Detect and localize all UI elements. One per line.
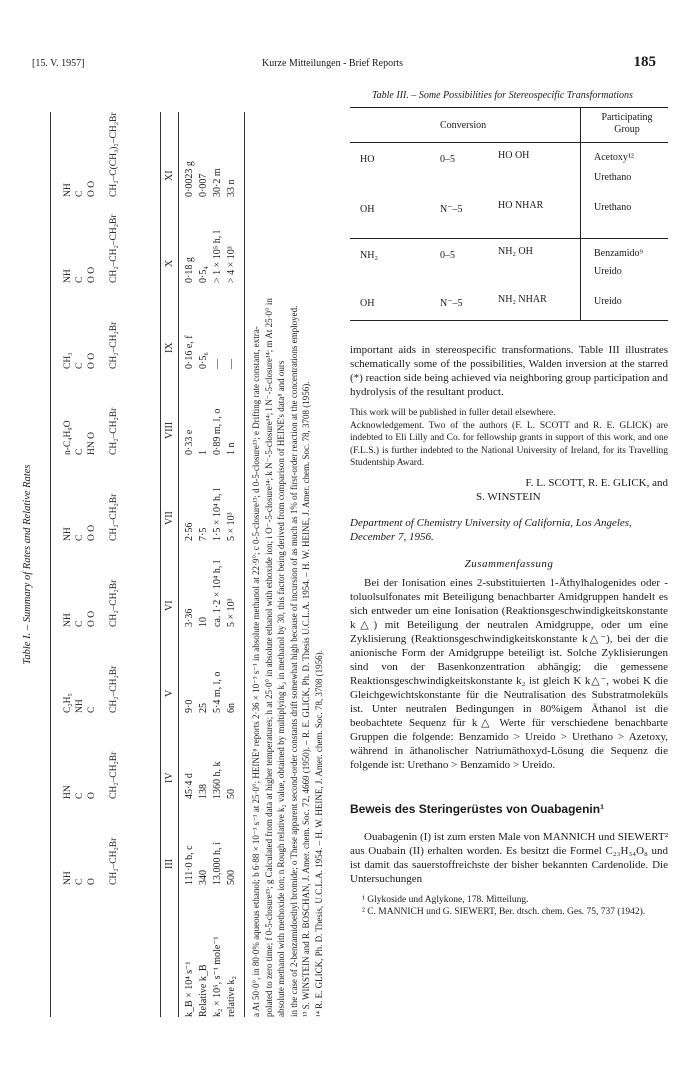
column-number-V: V bbox=[164, 689, 175, 697]
structure-IX bbox=[62, 322, 120, 369]
structure-line: C₂H₅ bbox=[63, 693, 73, 713]
structure-VIII bbox=[62, 408, 120, 455]
table3-group: Ureido bbox=[594, 266, 622, 277]
table1-cell: — bbox=[226, 359, 237, 369]
structure-X bbox=[62, 214, 120, 283]
structure-line: C bbox=[87, 706, 97, 713]
structure-line: CH₂–CH₂Br bbox=[109, 837, 119, 885]
table1-cell: 0·5₆ bbox=[198, 352, 209, 369]
row-label: Relative k_B bbox=[198, 964, 209, 1017]
table3-product: NH₂ NHAR bbox=[498, 294, 547, 305]
table1-cell: 2·56 bbox=[184, 522, 195, 541]
row-label: k₂ × 10⁵, s⁻¹ mole⁻¹ bbox=[212, 936, 223, 1017]
table1-cell: 500 bbox=[226, 870, 237, 885]
table1-cell: 0·007 bbox=[198, 173, 209, 197]
table3-header-conversion: Conversion bbox=[440, 120, 487, 131]
structure-line: CH₂–CH₂Br bbox=[109, 321, 119, 369]
row-label: relative k₂ bbox=[226, 976, 237, 1017]
footnote-1: ¹ Glykoside und Aglykone, 178. Mitteilung. bbox=[362, 894, 529, 905]
structure-line: C bbox=[75, 620, 85, 627]
structure-line: O bbox=[87, 792, 97, 799]
structure-line: C bbox=[75, 534, 85, 541]
article-heading: Beweis des Steringerüstes von Ouabagenin¹ bbox=[350, 801, 605, 816]
table1-footnote: ¹³ S. WINSTEIN and R. BOSCHAN, J. Amer. chem. Soc. 72, 4669 (1950). – R. E. GLICK, Ph. D. Thesis U.C.L.A. 1954. – H. W. HEINE, J. Amer. chem. Soc. 78, 3708 (1956). bbox=[301, 381, 311, 1017]
structure-line: NH bbox=[63, 613, 73, 627]
body-paragraph-1: important aids in stereospecific transformations. Table III illustrates schematically some of the possibilities, Walden inversion at the starred (*) reaction side being achieved via neighboring group participation and hydrolysis of the resultant product. bbox=[350, 344, 668, 398]
table1-bottom-rule bbox=[244, 112, 245, 1017]
footnote-2: ² C. MANNICH und G. SIEWERT, Ber. dtsch. chem. Ges. 75, 737 (1942). bbox=[362, 907, 646, 917]
table1-cell: 1 bbox=[198, 450, 209, 455]
zusammenfassung-heading: Zusammenfassung bbox=[464, 557, 554, 570]
table3-product: NH₂ OH bbox=[498, 246, 533, 257]
column-number-XI: XI bbox=[164, 170, 175, 181]
structure-line: CH₂–CH₂Br bbox=[109, 493, 119, 541]
table1-cell: 3·36 bbox=[184, 608, 195, 627]
structure-line: C bbox=[75, 276, 85, 283]
structure-line: CH₂–CH₂–CH₂Br bbox=[109, 214, 119, 283]
table1-cell: 1·5 × 10⁴ h, l bbox=[212, 488, 223, 541]
table1-rotated bbox=[18, 72, 340, 1057]
structure-line: C bbox=[75, 448, 85, 455]
structure-line: NH bbox=[63, 183, 73, 197]
column-number-III: III bbox=[164, 859, 175, 869]
table1-cell: 0·16 e, f bbox=[184, 335, 195, 369]
structure-XI bbox=[62, 112, 120, 197]
table1-cell: 13,000 h, i bbox=[212, 842, 223, 885]
table1-cell: 7·5 bbox=[198, 527, 209, 541]
structure-line: CH₂–CH₂Br bbox=[109, 751, 119, 799]
column-number-IX: IX bbox=[164, 342, 175, 353]
structure-VII bbox=[62, 494, 120, 541]
table3-mid-rule bbox=[350, 238, 668, 239]
table1-footnote: in the case of 2-benzamidoethyl bromide; o These apparent second-order constants drift somewhat high because of incursion of as much as 1% of first-order reaction at the concentrations employed. bbox=[288, 305, 299, 1017]
authors-line-2: S. WINSTEIN bbox=[476, 490, 541, 503]
structure-line: HN bbox=[63, 785, 73, 799]
table1-cell: 10 bbox=[198, 617, 209, 627]
table1-cell: 45·4 d bbox=[184, 773, 195, 799]
table3-group: Ureido bbox=[594, 296, 622, 307]
table1-cell: 33 n bbox=[226, 179, 237, 197]
table1-cell: — bbox=[212, 359, 223, 369]
table1-cell: 30·2 m bbox=[212, 168, 223, 197]
structure-line: NH bbox=[63, 527, 73, 541]
table1-cell: > 1 × 10⁵ h, l bbox=[212, 230, 223, 283]
table3-reactant: NH₂ bbox=[360, 250, 378, 261]
table3-header-rule bbox=[350, 142, 668, 143]
table3-reactant: OH bbox=[360, 298, 375, 309]
structure-IV bbox=[62, 752, 120, 799]
table3-arrow-label: 0–5 bbox=[440, 154, 455, 165]
table1-cell: 111·0 b, c bbox=[184, 845, 195, 885]
structure-line: O bbox=[87, 878, 97, 885]
structure-line: CH₂–CH₂Br bbox=[109, 407, 119, 455]
table3-arrow-label: 0–5 bbox=[440, 250, 455, 261]
structure-line: NH bbox=[63, 871, 73, 885]
structure-VI bbox=[62, 580, 120, 627]
row-label: k_B × 10⁴ s⁻¹ bbox=[184, 961, 195, 1017]
note-fuller-detail: This work will be published in fuller detail elsewhere. bbox=[350, 408, 556, 418]
table1-cell: 5·4 m, l, o bbox=[212, 671, 223, 713]
table3-product: HO NHAR bbox=[498, 200, 544, 211]
structure-line: C bbox=[75, 190, 85, 197]
running-header-date: [15. V. 1957] bbox=[32, 58, 85, 69]
structure-V bbox=[62, 666, 120, 713]
structure-line: NH bbox=[63, 269, 73, 283]
structure-line: HN O bbox=[87, 432, 97, 455]
table1-cell: 1 n bbox=[226, 442, 237, 455]
column-number-VIII: VIII bbox=[164, 421, 175, 439]
structure-line: C bbox=[75, 362, 85, 369]
table3 bbox=[350, 107, 668, 321]
table1-region bbox=[18, 72, 340, 1057]
structure-line: O O bbox=[87, 352, 97, 369]
table3-arrow-label: N⁻–5 bbox=[440, 298, 463, 309]
table1-footnote: a At 50·0°, in 80·0% aqueous ethanol; b 6·88 × 10⁻³ s⁻¹ at 25·0°; HEINE⁸ reports 2·36 × 10⁻³ s⁻¹ in absolute methanol at 22·9°; c 0-5-closure¹³; d 0-5-closure¹³; e Drifting rate constant, extra- bbox=[251, 326, 261, 1017]
table3-arrow-label: N⁻–5 bbox=[440, 204, 463, 215]
table1-cell: 9·0 bbox=[184, 699, 195, 713]
table3-product: HO OH bbox=[498, 150, 530, 161]
table1-footnote: ¹⁴ R. E. GLICK, Ph. D. Thesis, U.C.L.A. 1954. – H. W. HEINE, J. Amer. chem. Soc. 78, 3708 (1956). bbox=[313, 650, 324, 1017]
acknowledgement: Acknowledgement. Two of the authors (F. L. SCOTT and R. E. GLICK) are indebted to Eli Lilly and Co. for fellowship grants in support of this work, and one (F.L.S.) is further indebted to the National University of Ireland, for its Travelling Studentship Award. bbox=[350, 420, 668, 468]
table1-footnote: absolute methanol with methoxide ion; n Rough relative k₂ value, obtained by multiplying k₂ in methanol by 30, this factor being derived from comparison of HEINE's data⁸ and ours bbox=[276, 360, 286, 1017]
structure-line: CH₂–C(CH₃)₂–CH₂Br bbox=[109, 112, 119, 197]
table1-cell: ca. 1·2 × 10⁴ h, l bbox=[212, 560, 223, 627]
structure-line: CH₂–CH₂Br bbox=[109, 579, 119, 627]
table3-group: Urethano bbox=[594, 172, 632, 183]
table1-cell: 0·18 g bbox=[184, 257, 195, 283]
column-number-X: X bbox=[164, 259, 175, 267]
table1-cell: 25 bbox=[198, 703, 209, 713]
zusammenfassung-text: Bei der Ionisation eines 2-substituierten 1-Äthylhalogenides oder -toluolsulfonates mit Beteiligung benachbarter Amidgruppen handelt es sich entweder um eine Ionisation (Reaktionsgeschwindigkeitskonstante k△) mit Beteiligung der neutralen Amidgruppe, oder um eine Zyklisierung (Reaktionsgeschwindigkeitskonstante k△⁻), bei der die anionische Form der Amidgruppe beteiligt ist. Solche Zyklisierungen sind von der Basenkonzentration abhängig; die gemessene Reaktionsgeschwindigkeitskonstante k₂ ist gleich K k△⁻, wobei K die Gleichgewichtskonstante für die Neutralisation des Substratmoleküls ist. Unter neutralen Bedingungen in 80%igem Äthanol ist die beobachtete Sequenz für k△ Werte für verschiedene benachbarte Gruppen die folgende: Benzamido > Ureido > Urethano > Azetoxy, während in äthanolischer Natriumäthoxyd-Lösung die Sequenz die folgende ist: Urethano > Benzamido > Ureido. bbox=[350, 576, 668, 771]
table1-cell: 50 bbox=[226, 789, 237, 799]
structure-line: C bbox=[75, 792, 85, 799]
right-column bbox=[350, 90, 668, 919]
column-number-IV: IV bbox=[164, 772, 175, 783]
affiliation: Department of Chemistry University of California, Los Angeles, December 7, 1956. bbox=[350, 516, 632, 543]
structure-line: O O bbox=[87, 180, 97, 197]
table3-reactant: OH bbox=[360, 204, 375, 215]
table1-header-rule bbox=[160, 112, 161, 1017]
table3-group: Acetoxy¹² bbox=[594, 152, 634, 163]
table1-cell: 138 bbox=[198, 784, 209, 799]
table3-group: Urethano bbox=[594, 202, 632, 213]
structure-line: NH bbox=[75, 699, 85, 713]
table1-cell: 0·0023 g bbox=[184, 161, 195, 197]
structure-line: C bbox=[75, 878, 85, 885]
structure-line: CH₃ bbox=[63, 352, 73, 369]
table1-cell: 340 bbox=[198, 870, 209, 885]
table1-cell: 0·5₄ bbox=[198, 266, 209, 283]
table1-cell: 5 × 10³ bbox=[226, 598, 237, 627]
table3-reactant: HO bbox=[360, 154, 375, 165]
table1-top-rule bbox=[50, 112, 51, 1017]
structure-line: n-C₄H₉O bbox=[63, 420, 73, 455]
table3-caption: Table III. – Some Possibilities for Stereospecific Transformations bbox=[372, 90, 633, 101]
table1-cell: 6n bbox=[226, 703, 237, 713]
table3-column-divider bbox=[580, 108, 581, 320]
table1-cell: 0·33 e bbox=[184, 429, 195, 455]
column-number-VI: VI bbox=[164, 600, 175, 611]
table1-caption: Table I. – Summary of Rates and Relative Rates bbox=[22, 464, 33, 665]
structure-line: O O bbox=[87, 610, 97, 627]
table1-subheader-rule bbox=[178, 112, 179, 1017]
table3-header-group: Participating Group bbox=[601, 112, 653, 135]
running-header-section: Kurze Mitteilungen - Brief Reports bbox=[262, 58, 404, 69]
structure-III bbox=[62, 838, 120, 885]
structure-line: CH₂–CH₂Br bbox=[109, 665, 119, 713]
page-number: 185 bbox=[633, 54, 656, 70]
table1-footnotes bbox=[250, 112, 325, 1017]
table1-cell: 5 × 10³ bbox=[226, 512, 237, 541]
table1-footnote: polated to zero time; f 0-5-closure¹³; g Calculated from data at higher temperatures; h at 25·0° in absolute ethanol with ethoxide ion; i O⁻-5-closure¹⁴; k N⁻-5-closure¹⁴; l N⁻-5-closure¹⁴; m At 25·0° in bbox=[263, 298, 274, 1017]
structure-line: O O bbox=[87, 524, 97, 541]
column-number-VII: VII bbox=[164, 511, 175, 525]
article-intro: Ouabagenin (I) ist zum ersten Male von MANNICH und SIEWERT² aus Ouabain (II) erhalten worden. Es besitzt die Formel C₂₃H₃₄O₈ und ist damit das sauerstoffreichste der bisher bekannten Cardenolide. Die Untersuchungen bbox=[350, 830, 668, 885]
table1-cell: > 4 × 10³ bbox=[226, 246, 237, 283]
authors-line-1: F. L. SCOTT, R. E. GLICK, and bbox=[525, 476, 668, 489]
table3-group: Benzamido⁹ bbox=[594, 248, 644, 259]
table1-cell: 1360 h, k bbox=[212, 761, 223, 799]
structure-line: O O bbox=[87, 266, 97, 283]
table1-cell: 0·89 m, l, o bbox=[212, 408, 223, 455]
